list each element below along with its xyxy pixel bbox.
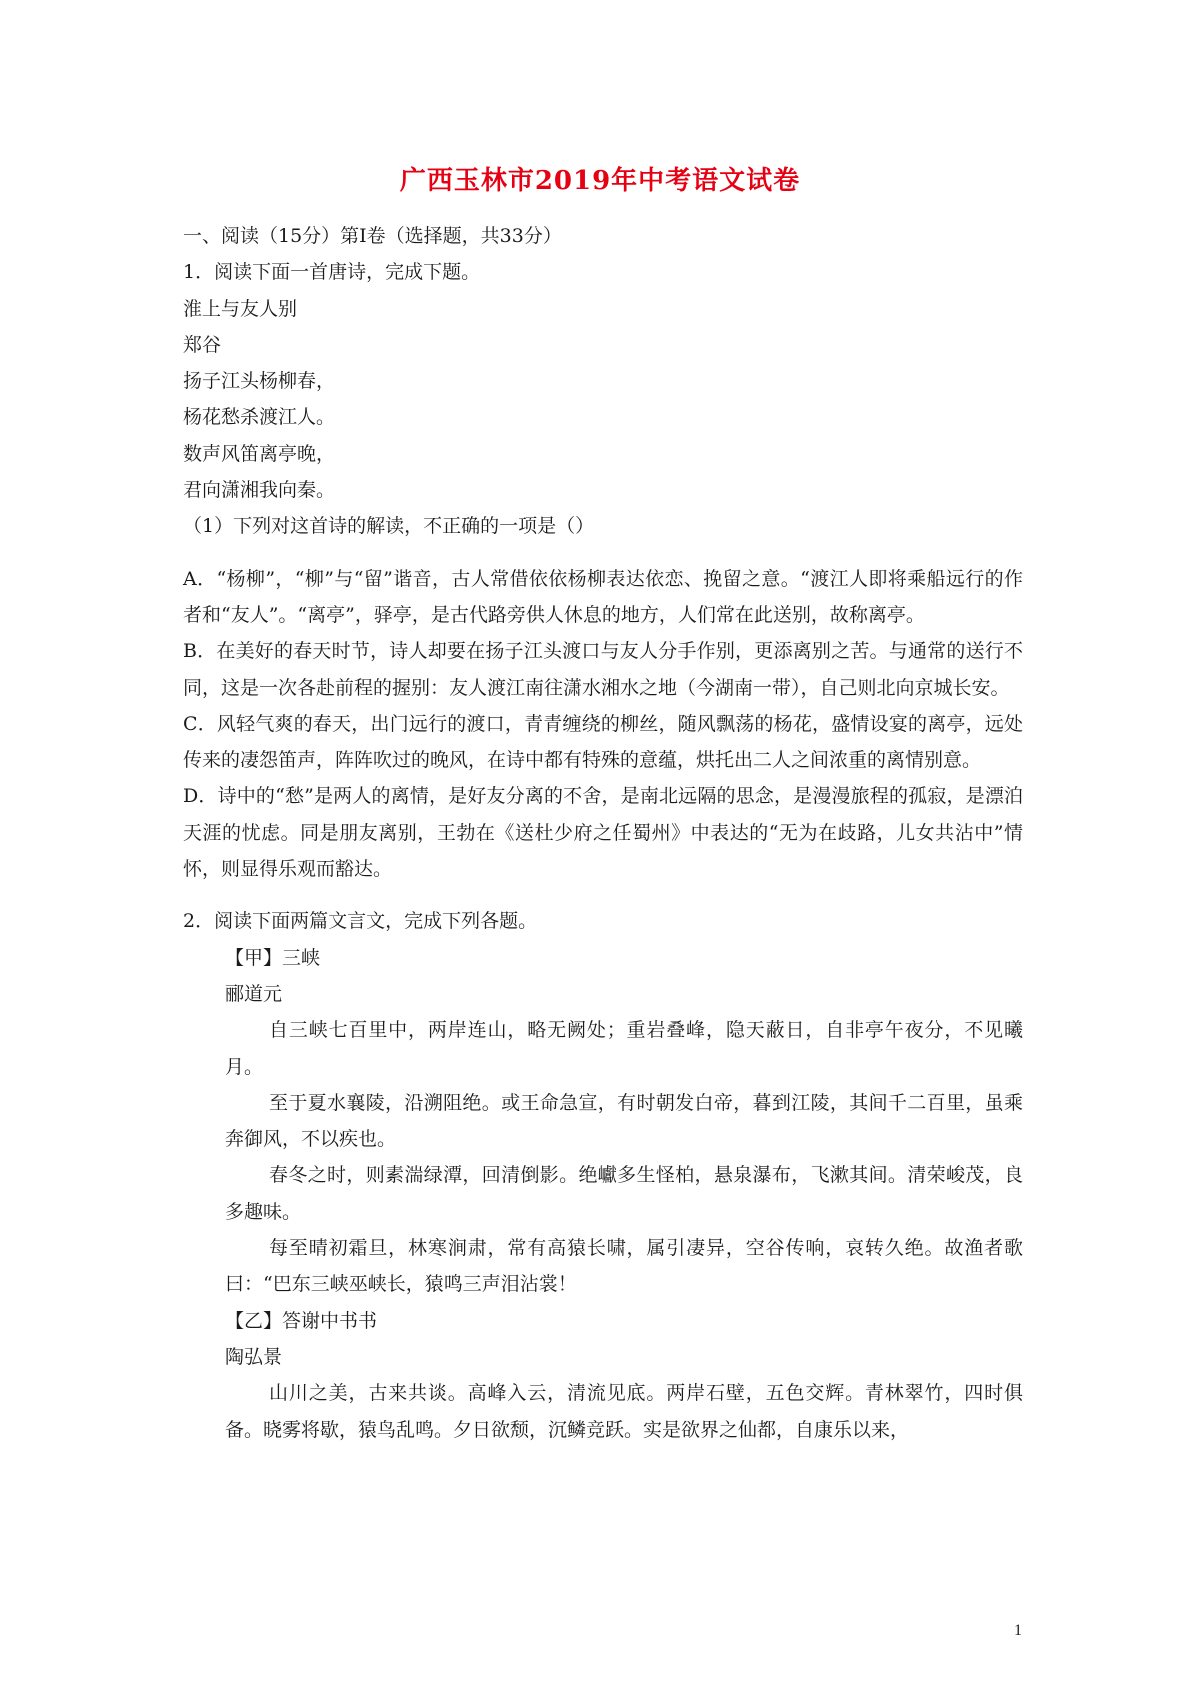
section-header: 一、阅读（15分）第Ⅰ卷（选择题，共33分） [183,225,562,247]
text-b-author: 陶弘景 [225,1345,283,1368]
poem-line: 数声风笛离亭晚， [183,442,336,465]
option-a: A．“杨柳”，“柳”与“留”谐音，古人常借依依杨柳表达依恋、挽留之意。“渡江人即将乘船远行的作者和“友人”。“离亭”，驿亭，是古代路旁供人休息的地方，人们常在此送别，故称离亭。 [183,567,1023,626]
text-a-author: 郦道元 [225,982,283,1005]
text-b-paragraph: 山川之美，古来共谈。高峰入云，清流见底。两岸石壁，五色交辉。青林翠竹，四时俱备。晓雾将歇，猿鸟乱鸣。夕日欲颓，沉鳞竞跃。实是欲界之仙都，自康乐以来， [225,1382,1023,1441]
option-c: C．风轻气爽的春天，出门远行的渡口，青青缠绕的柳丝，随风飘荡的杨花，盛情设宴的离亭，远处传来的凄怨笛声，阵阵吹过的晚风，在诗中都有特殊的意蕴，烘托出二人之间浓重的离情别意。 [183,712,1023,772]
poem-author: 郑谷 [183,333,222,356]
text-a-heading: 【甲】三峡 [225,946,321,969]
text-a-paragraph: 春冬之时，则素湍绿潭，回清倒影。绝巘多生怪柏，悬泉瀑布，飞漱其间。清荣峻茂，良多趣味。 [225,1164,1023,1223]
option-d: D．诗中的“愁”是两人的离情，是好友分离的不舍，是南北远隔的思念，是漫漫旅程的孤寂，是漂泊天涯的忧虑。同是朋友离别，王勃在《送杜少府之任蜀州》中表达的“无为在歧路，儿女共沾中”情怀，则显得乐观而豁达。 [183,785,1023,881]
page-number: 1 [1014,1622,1022,1639]
text-a-paragraph: 至于夏水襄陵，沿溯阻绝。或王命急宣，有时朝发白帝，暮到江陵，其间千二百里，虽乘奔御风，不以疾也。 [225,1091,1023,1151]
text-b-heading: 【乙】答谢中书书 [225,1309,378,1332]
q1-sub-question: （1）下列对这首诗的解读，不正确的一项是（） [183,515,595,538]
q2-prompt: 2．阅读下面两篇文言文，完成下列各题。 [183,910,538,933]
q1-prompt: 1．阅读下面一首唐诗，完成下题。 [183,261,481,284]
poem-line: 扬子江头杨柳春， [183,370,336,393]
page-title: 广西玉林市2019年中考语文试卷 [399,166,801,196]
option-b: B．在美好的春天时节，诗人却要在扬子江头渡口与友人分手作别，更添离别之苦。与通常的送行不同，这是一次各赴前程的握别：友人渡江南往潇水湘水之地（今湖南一带），自己则北向京城长安。 [183,640,1023,699]
poem-line: 杨花愁杀渡江人。 [183,406,336,429]
poem-line: 君向潇湘我向秦。 [183,479,336,502]
text-a-paragraph: 自三峡七百里中，两岸连山，略无阙处；重岩叠峰，隐天蔽日，自非亭午夜分，不见曦月。 [225,1019,1023,1078]
poem-title: 淮上与友人别 [183,297,298,320]
document-body [183,218,1023,1448]
text-a-paragraph: 每至晴初霜旦，林寒涧肃，常有高猿长啸，属引凄异，空谷传响，哀转久绝。故渔者歌曰：“巴东三峡巫峡长，猿鸣三声泪沾裳！ [225,1237,1023,1296]
